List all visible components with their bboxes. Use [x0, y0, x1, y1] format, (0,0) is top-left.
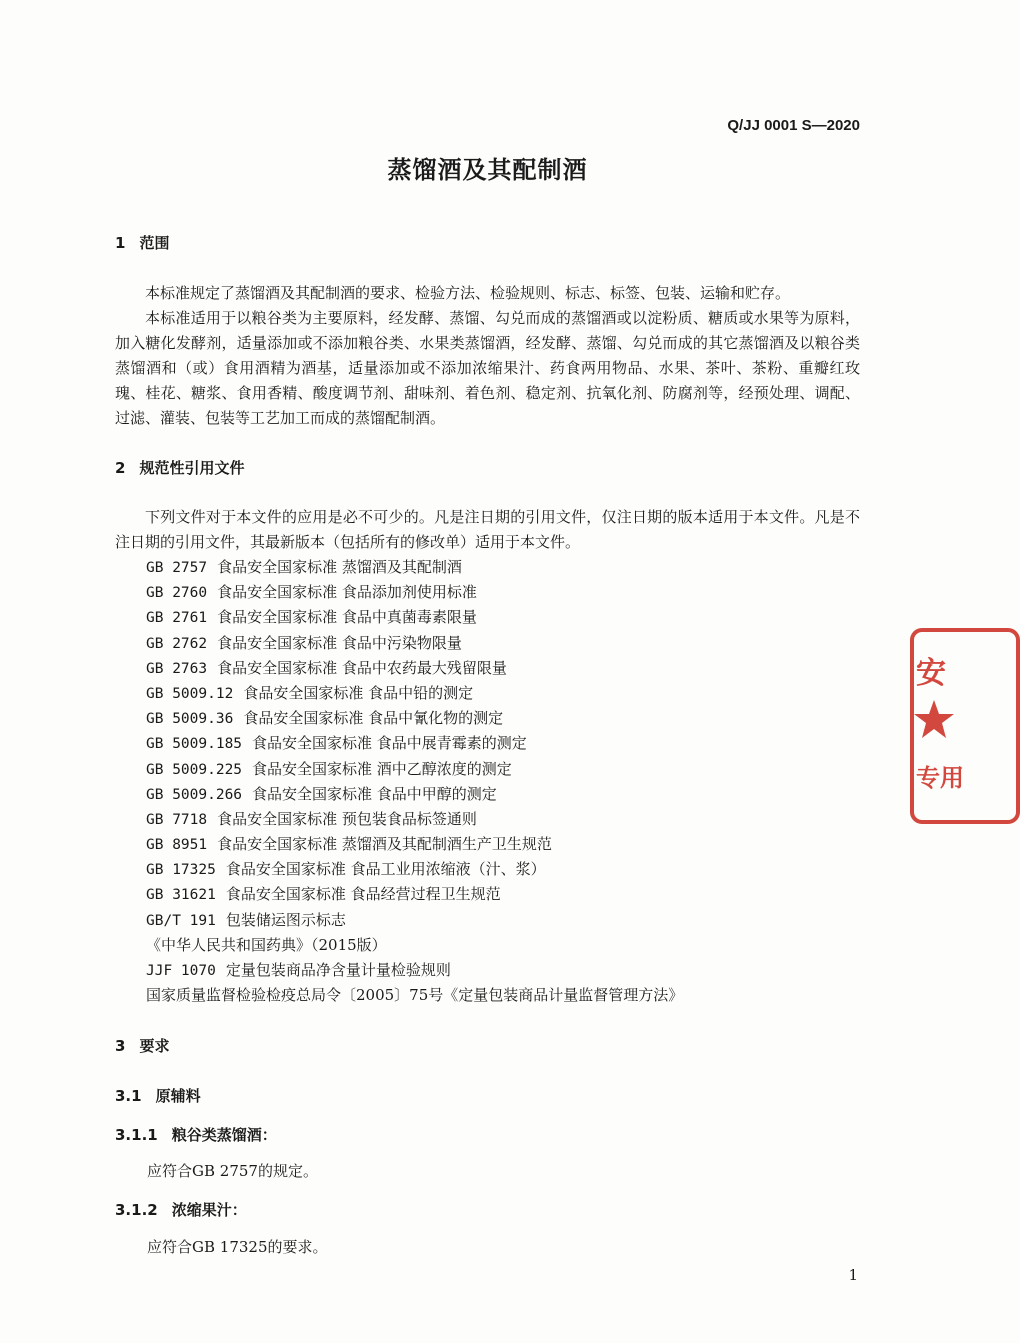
reference-item [146, 605, 683, 630]
seal-text-top: 安 [916, 656, 946, 691]
reference-code: GB 2761 [146, 610, 208, 627]
reference-item [146, 757, 683, 782]
section-3-1-1-heading [115, 1124, 277, 1145]
reference-item [146, 908, 683, 933]
reference-title: 食品安全国家标准 预包装食品标签通则 [217, 809, 477, 828]
section-1-heading [115, 232, 169, 253]
section-title: 范围 [139, 234, 170, 252]
reference-item [146, 631, 683, 656]
reference-code: GB 31621 [146, 887, 216, 904]
section-3-heading [115, 1035, 169, 1056]
reference-list [146, 555, 683, 1008]
seal-text-bottom: 专用 [916, 763, 964, 792]
reference-title: 食品安全国家标准 蒸馏酒及其配制酒 [217, 558, 462, 576]
reference-item [146, 882, 683, 907]
reference-code: GB 5009.225 [146, 761, 243, 778]
section-number: 3.1.1 [115, 1126, 158, 1144]
section-number: 2 [115, 459, 126, 477]
document-title: 蒸馏酒及其配制酒 [387, 156, 588, 184]
reference-title: 食品安全国家标准 食品中真菌毒素限量 [217, 608, 477, 627]
reference-item [146, 807, 683, 832]
reference-code: GB 8951 [146, 837, 208, 854]
reference-item [146, 983, 683, 1008]
reference-code: GB 17325 [146, 862, 216, 879]
section-title: 规范性引用文件 [139, 459, 245, 477]
page-number: 1 [848, 1266, 858, 1284]
reference-code: GB 5009.12 [146, 685, 234, 702]
reference-code: JJF 1070 [146, 963, 216, 979]
reference-item [146, 656, 683, 681]
reference-title: 食品安全国家标准 食品经营过程卫生规范 [225, 885, 501, 904]
reference-item [146, 832, 683, 857]
scope-paragraph-2: 本标准适用于以粮谷类为主要原料，经发酵、蒸馏、勾兑而成的蒸馏酒或以淀粉质、糖质或水果等为原料，加入糖化发酵剂，适量添加或不添加粮谷类、水果类蒸馏酒，经发酵、蒸馏、勾兑而成的其它蒸馏酒及以粮谷类蒸馏酒和（或）食用酒精为酒基，适量添加或不添加浓缩果汁、药食两用物品、水果、茶叶、茶粉、重瓣红玫瑰、桂花、糖浆、食用香精、酸度调节剂、甜味剂、着色剂、稳定剂、抗氧化剂、防腐剂等，经预处理、调配、过滤、灌装、包装等工艺加工而成的蒸馏配制酒。 [115, 309, 860, 427]
reference-title: 食品安全国家标准 食品添加剂使用标准 [217, 583, 477, 602]
reference-code: GB 2763 [146, 660, 208, 677]
reference-code: GB 5009.36 [146, 711, 234, 728]
reference-item [146, 782, 683, 807]
section-number: 3 [115, 1037, 126, 1055]
reference-item [146, 555, 683, 580]
section-title: 浓缩果汁： [171, 1201, 247, 1219]
reference-title: 食品安全国家标准 食品中展青霉素的测定 [252, 734, 527, 753]
reference-code: GB/T 191 [146, 912, 216, 929]
section-number: 1 [115, 234, 126, 252]
standard-code: Q/JJ 0001 S—2020 [727, 117, 860, 134]
section-number: 3.1 [115, 1087, 142, 1105]
reference-title: 食品安全国家标准 食品中农药最大残留限量 [217, 658, 507, 677]
reference-item [146, 580, 683, 605]
scope-paragraph-1: 本标准规定了蒸馏酒及其配制酒的要求、检验方法、检验规则、标志、标签、包装、运输和贮存。 [145, 284, 791, 302]
reference-title: 食品安全国家标准 酒中乙醇浓度的测定 [252, 759, 512, 778]
reference-title: 食品安全国家标准 食品中氰化物的测定 [243, 709, 504, 728]
reference-item [146, 731, 683, 756]
reference-code: GB 2760 [146, 585, 208, 602]
section-2-heading [115, 457, 244, 478]
reference-item [146, 857, 683, 882]
reference-code: GB 5009.185 [146, 736, 243, 753]
grain-spirits-requirement: 应符合GB 2757的规定。 [147, 1162, 318, 1180]
reference-code: GB 5009.266 [146, 786, 243, 803]
reference-title: 定量包装商品净含量计量检验规则 [225, 961, 451, 979]
reference-item [146, 958, 683, 983]
official-seal [910, 628, 964, 824]
section-title: 原辅料 [155, 1087, 201, 1105]
reference-item [146, 706, 683, 731]
section-title: 粮谷类蒸馏酒： [171, 1126, 277, 1144]
reference-title: 食品安全国家标准 蒸馏酒及其配制酒生产卫生规范 [217, 835, 552, 854]
reference-title: 食品安全国家标准 食品工业用浓缩液（汁、浆） [225, 860, 546, 879]
section-3-1-2-heading [115, 1199, 247, 1220]
reference-title: 包装储运图示标志 [225, 910, 346, 929]
reference-item [146, 933, 683, 958]
normative-intro: 下列文件对于本文件的应用是必不可少的。凡是注日期的引用文件，仅注日期的版本适用于本文件。凡是不注日期的引用文件，其最新版本（包括所有的修改单）适用于本文件。 [115, 508, 860, 551]
reference-code: GB 2762 [146, 635, 208, 652]
reference-title: 《中华人民共和国药典》（2015版） [146, 935, 387, 954]
concentrated-juice-requirement: 应符合GB 17325的要求。 [147, 1238, 328, 1256]
section-number: 3.1.2 [115, 1201, 158, 1219]
seal-star-icon [912, 698, 956, 742]
reference-title: 国家质量监督检验检疫总局令〔2005〕75号《定量包装商品计量监督管理方法》 [146, 986, 684, 1005]
reference-code: GB 2757 [146, 560, 208, 576]
reference-title: 食品安全国家标准 食品中甲醇的测定 [252, 784, 497, 803]
section-3-1-heading [115, 1085, 201, 1106]
section-title: 要求 [139, 1037, 170, 1055]
reference-item [146, 681, 683, 706]
reference-code: GB 7718 [146, 811, 208, 828]
reference-title: 食品安全国家标准 食品中铅的测定 [243, 683, 474, 702]
reference-title: 食品安全国家标准 食品中污染物限量 [217, 633, 462, 652]
